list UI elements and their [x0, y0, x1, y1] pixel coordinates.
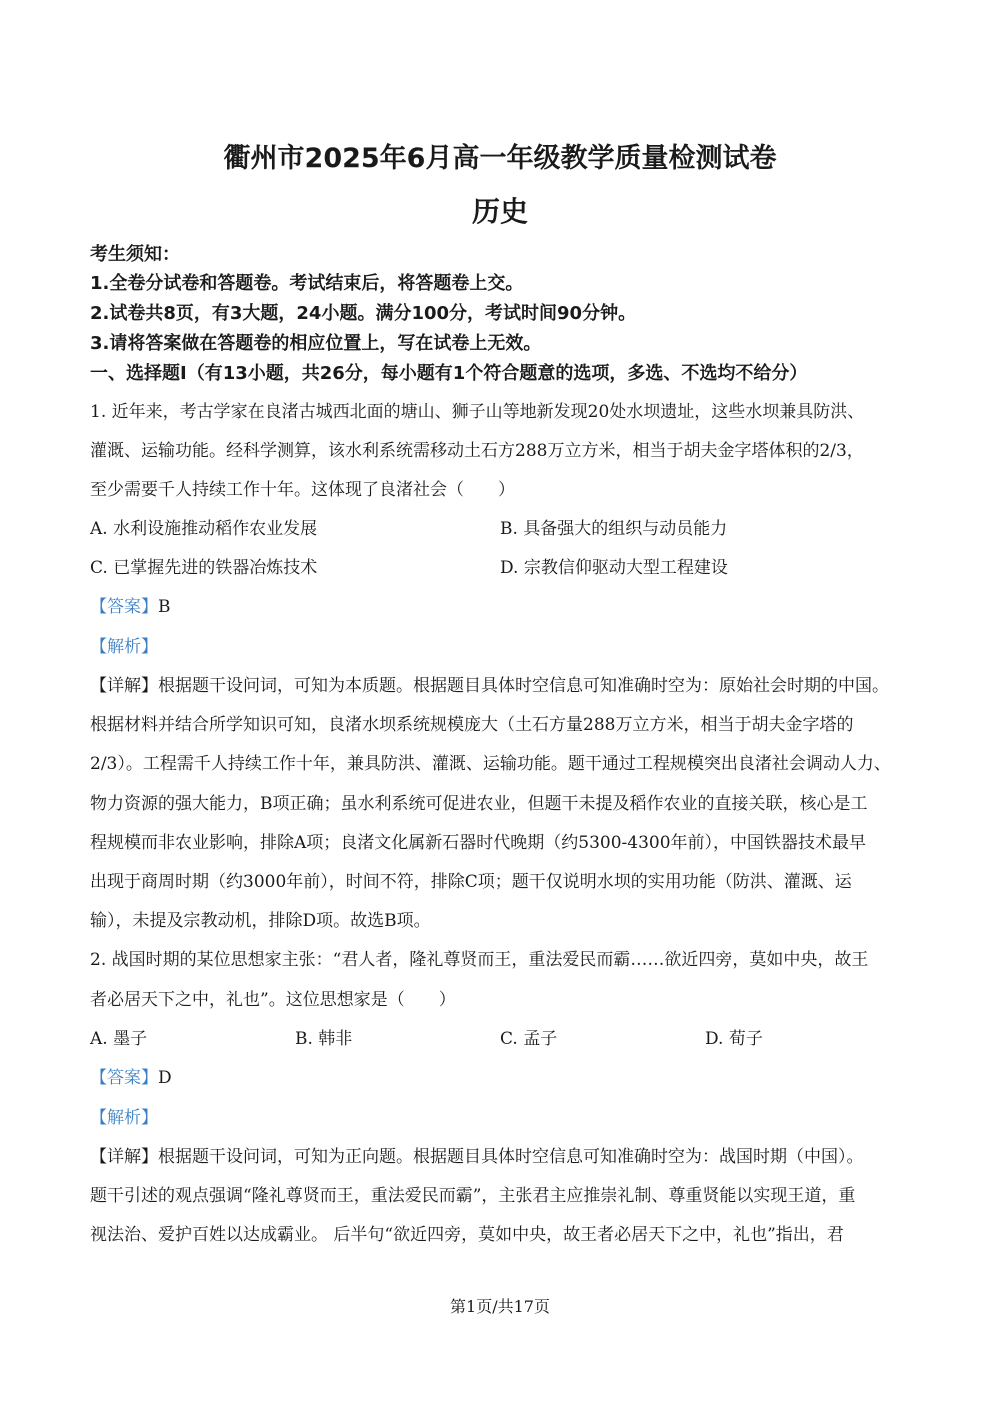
notice-item: 1.全卷分试卷和答题卷。考试结束后，将答题卷上交。: [90, 273, 524, 294]
q2-answer: [90, 1063, 172, 1088]
page-footer: 第1页/共17页: [450, 1297, 550, 1316]
q2-option-a: A. 墨子: [90, 1029, 148, 1049]
q1-option-c: C. 已掌握先进的铁器冶炼技术: [90, 558, 318, 578]
q2-detail-line: [90, 1142, 864, 1167]
q1-detail-line: 物力资源的强大能力，B项正确；虽水利系统可促进农业，但题干未提及稻作农业的直接关联，核心是工: [90, 794, 868, 814]
section-heading: 一、选择题Ⅰ（有13小题，共26分，每小题有1个符合题意的选项，多选、不选均不给分）: [90, 363, 808, 384]
q1-detail-line: 2/3）。工程需千人持续工作十年，兼具防洪、灌溉、运输功能。题干通过工程规模突出良渚社会调动人力、: [90, 754, 891, 774]
q2-option-c: C. 孟子: [500, 1029, 558, 1049]
q1-stem-line: 1. 近年来，考古学家在良渚古城西北面的塘山、狮子山等地新发现20处水坝遗址，这些水坝兼具防洪、: [90, 402, 865, 422]
subject-title: 历史: [471, 195, 528, 228]
q2-analysis-label: 【解析】: [90, 1108, 158, 1128]
q2-stem-line: 2. 战国时期的某位思想家主张：“君人者，隆礼尊贤而王，重法爱民而霸……欲近四旁，莫如中央，故王: [90, 950, 869, 970]
q2-option-b: B. 韩非: [295, 1029, 353, 1049]
notice-item: 2.试卷共8页，有3大题，24小题。满分100分，考试时间90分钟。: [90, 303, 637, 324]
notice-heading: 考生须知：: [90, 244, 180, 265]
q2-detail-line: 视法治、爱护百姓以达成霸业。 后半句“欲近四旁，莫如中央，故王者必居天下之中，礼也”指出，君: [90, 1225, 844, 1245]
detail-label: 【详解】: [90, 1147, 158, 1167]
detail-text: 根据题干设问词，可知为正向题。根据题目具体时空信息可知准确时空为：战国时期（中国）。: [158, 1147, 864, 1167]
answer-value: D: [158, 1068, 172, 1088]
q2-stem-line: 者必居天下之中，礼也”。这位思想家是（ ）: [90, 990, 456, 1010]
q1-answer: [90, 592, 171, 617]
q1-detail-line: 根据材料并结合所学知识可知，良渚水坝系统规模庞大（土石方量288万立方米，相当于胡夫金字塔的: [90, 715, 854, 735]
exam-title: 衢州市2025年6月高一年级教学质量检测试卷: [223, 143, 777, 174]
q1-option-d: D. 宗教信仰驱动大型工程建设: [500, 558, 728, 578]
answer-label: 【答案】: [90, 597, 158, 617]
q1-stem-line: 灌溉、运输功能。经科学测算，该水利系统需移动土石方288万立方米，相当于胡夫金字塔体积的2/3，: [90, 441, 864, 461]
q2-detail-line: 题干引述的观点强调“隆礼尊贤而王，重法爱民而霸”，主张君主应推崇礼制、尊重贤能以实现王道，重: [90, 1186, 856, 1206]
q1-detail-line: 输），未提及宗教动机，排除D项。故选B项。: [90, 911, 431, 931]
q1-option-b: B. 具备强大的组织与动员能力: [500, 519, 728, 539]
q1-detail-line: [90, 671, 889, 696]
q1-analysis-label: 【解析】: [90, 637, 158, 657]
detail-label: 【详解】: [90, 676, 158, 696]
notice-item: 3.请将答案做在答题卷的相应位置上，写在试卷上无效。: [90, 333, 542, 354]
detail-text: 根据题干设问词，可知为本质题。根据题目具体时空信息可知准确时空为：原始社会时期的中国。: [158, 676, 889, 696]
answer-value: B: [158, 597, 171, 617]
q1-detail-line: 程规模而非农业影响，排除A项；良渚文化属新石器时代晚期（约5300-4300年前），中国铁器技术最早: [90, 833, 867, 853]
q1-detail-line: 出现于商周时期（约3000年前），时间不符，排除C项；题干仅说明水坝的实用功能（防洪、灌溉、运: [90, 872, 852, 892]
answer-label: 【答案】: [90, 1068, 158, 1088]
q1-option-a: A. 水利设施推动稻作农业发展: [90, 519, 318, 539]
q2-option-d: D. 荀子: [705, 1029, 763, 1049]
q1-stem-line: 至少需要千人持续工作十年。这体现了良渚社会（ ）: [90, 480, 515, 500]
